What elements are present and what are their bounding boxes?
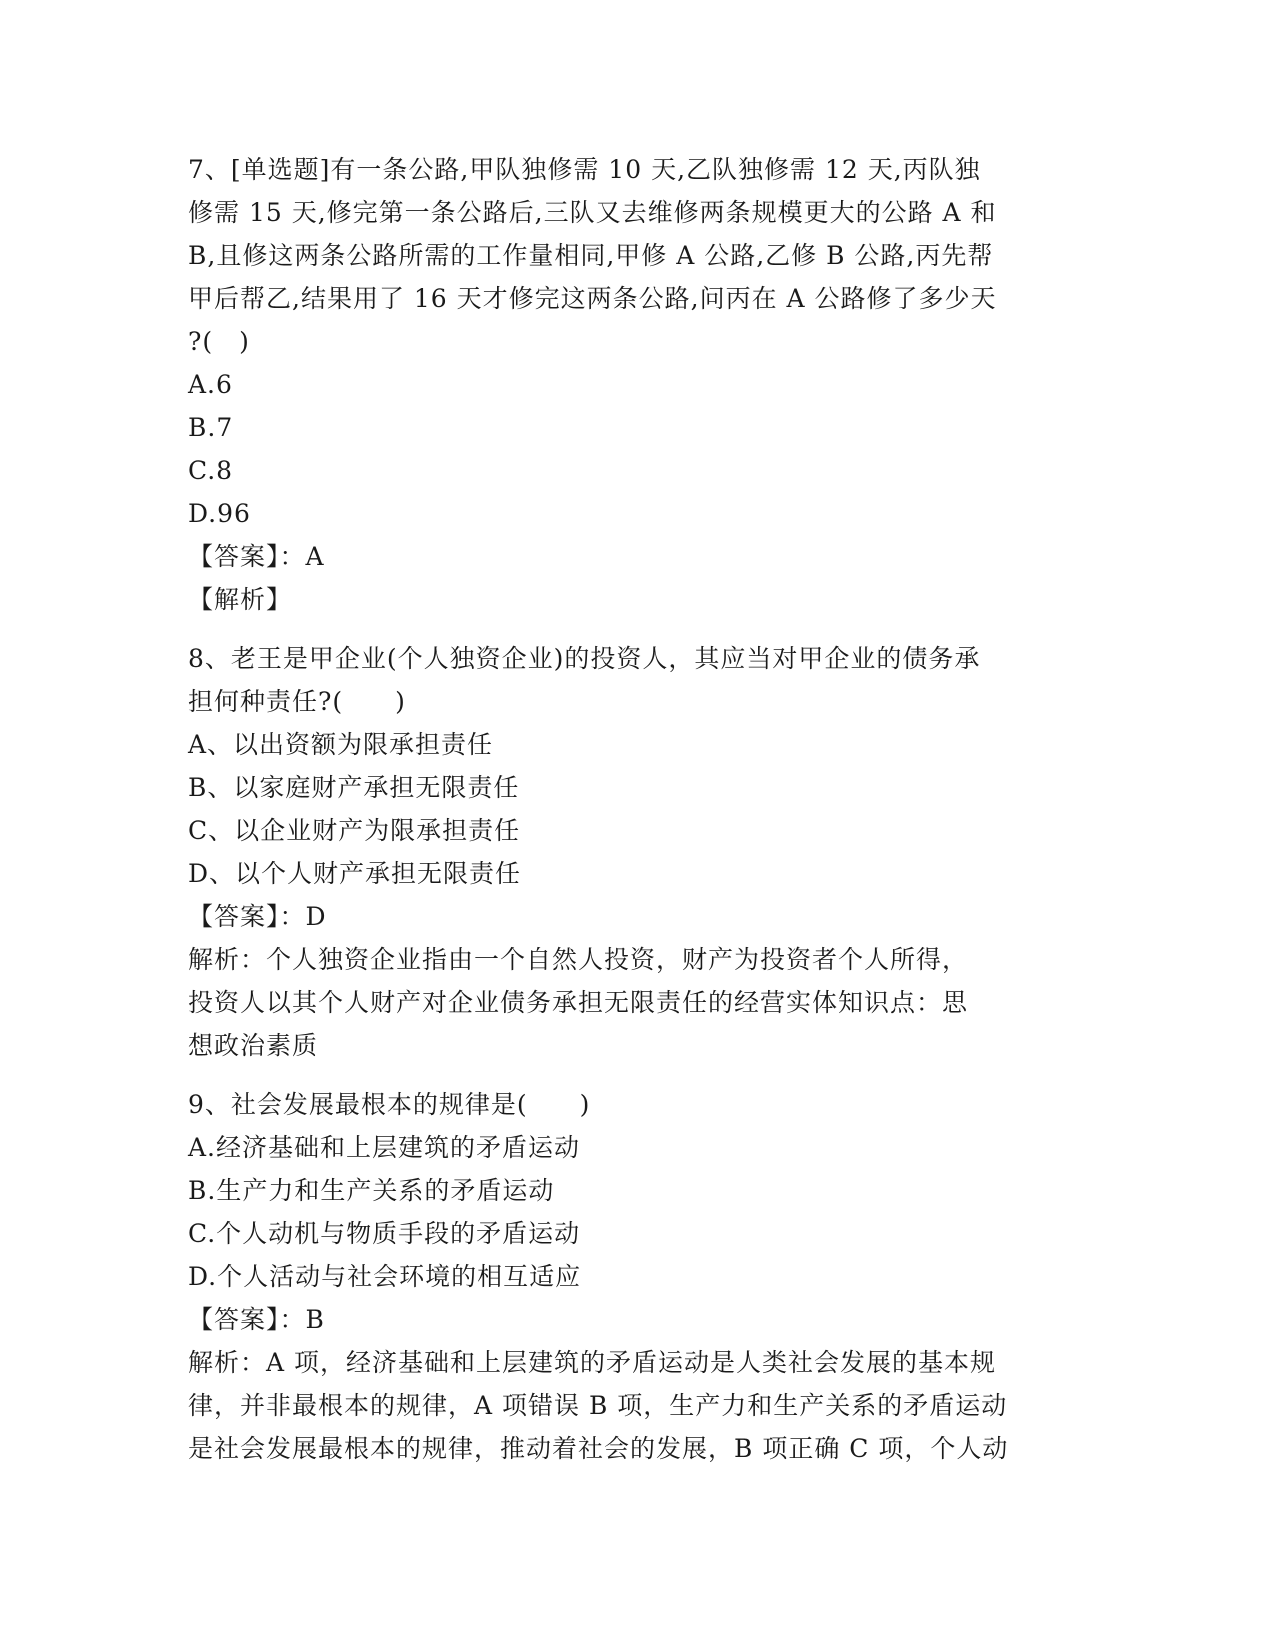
option-a: A.6 <box>188 370 233 399</box>
document-page <box>188 148 1088 1470</box>
question-stem-line: 修需 15 天,修完第一条公路后,三队又去维修两条规模更大的公路 A 和 <box>188 198 997 227</box>
analysis-line: 是社会发展最根本的规律，推动着社会的发展，B 项正确 C 项，个人动 <box>188 1434 1009 1463</box>
analysis-line: 投资人以其个人财产对企业债务承担无限责任的经营实体知识点：思 <box>188 988 969 1017</box>
spacer <box>188 621 1088 637</box>
question-stem-line: 甲后帮乙,结果用了 16 天才修完这两条公路,问丙在 A 公路修了多少天 <box>188 284 997 313</box>
question-stem-line: 担何种责任?( ) <box>188 687 406 716</box>
option-b: B.7 <box>188 413 234 442</box>
analysis-line: 想政治素质 <box>188 1031 319 1060</box>
question-stem-line: 9、社会发展最根本的规律是( ) <box>188 1090 591 1119</box>
question-8 <box>188 637 1088 1067</box>
option-c: C、以企业财产为限承担责任 <box>188 816 521 845</box>
answer-line: 【答案】：D <box>188 902 327 931</box>
option-a: A.经济基础和上层建筑的矛盾运动 <box>188 1133 581 1162</box>
question-stem-line: B,且修这两条公路所需的工作量相同,甲修 A 公路,乙修 B 公路,丙先帮 <box>188 241 994 270</box>
option-d: D.96 <box>188 499 251 528</box>
analysis-line: 律，并非最根本的规律，A 项错误 B 项，生产力和生产关系的矛盾运动 <box>188 1391 1008 1420</box>
option-b: B、以家庭财产承担无限责任 <box>188 773 520 802</box>
analysis-line: 【解析】 <box>188 585 293 614</box>
analysis-line: 解析：A 项，经济基础和上层建筑的矛盾运动是人类社会发展的基本规 <box>188 1348 997 1377</box>
answer-line: 【答案】：A <box>188 542 325 571</box>
analysis-line: 解析：个人独资企业指由一个自然人投资，财产为投资者个人所得， <box>188 945 969 974</box>
question-stem-line: 7、[单选题]有一条公路,甲队独修需 10 天,乙队独修需 12 天,丙队独 <box>188 155 981 184</box>
option-a: A、以出资额为限承担责任 <box>188 730 494 759</box>
option-c: C.8 <box>188 456 234 485</box>
question-7 <box>188 148 1088 621</box>
question-9 <box>188 1083 1088 1470</box>
option-b: B.生产力和生产关系的矛盾运动 <box>188 1176 555 1205</box>
spacer <box>188 1067 1088 1083</box>
question-stem-line: 8、老王是甲企业(个人独资企业)的投资人，其应当对甲企业的债务承 <box>188 644 981 673</box>
question-stem-line: ?( ) <box>188 327 250 356</box>
option-c: C.个人动机与物质手段的矛盾运动 <box>188 1219 581 1248</box>
option-d: D.个人活动与社会环境的相互适应 <box>188 1262 582 1291</box>
answer-line: 【答案】：B <box>188 1305 325 1334</box>
option-d: D、以个人财产承担无限责任 <box>188 859 522 888</box>
